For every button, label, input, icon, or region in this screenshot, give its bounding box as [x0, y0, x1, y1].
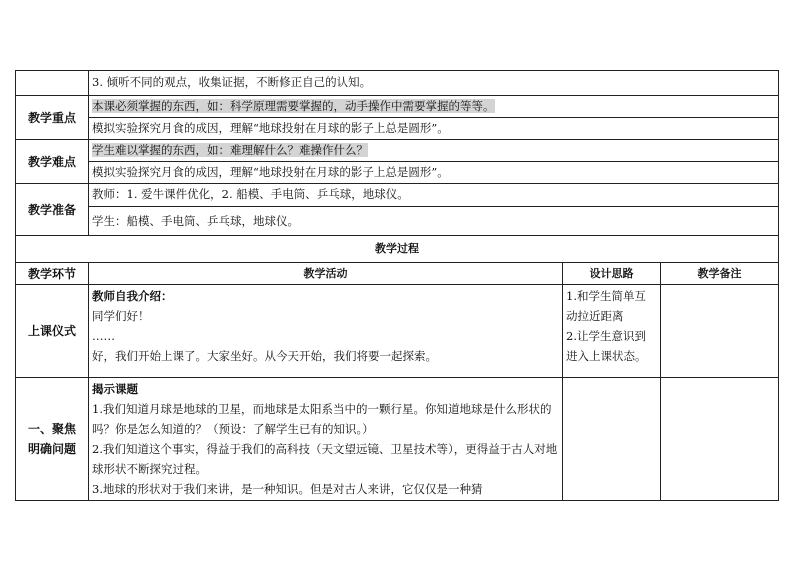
process-title: 教学过程	[16, 236, 779, 263]
section1-design-cell	[563, 378, 661, 501]
opening-row	[16, 285, 779, 378]
preparation-student: 学生：船模、手电筒、乒乓球，地球仪。	[92, 213, 299, 228]
opening-notes-cell	[661, 285, 779, 378]
preparation-student-cell	[89, 207, 779, 236]
header-stage: 教学环节	[16, 263, 89, 285]
difficulties-cell-1	[89, 140, 779, 162]
section1-label-line2: 明确问题	[27, 442, 76, 456]
opening-label: 上课仪式	[16, 285, 89, 378]
key-points-label: 教学重点	[16, 96, 89, 140]
opening-design-cell	[563, 285, 661, 378]
preparation-teacher-cell	[89, 184, 779, 207]
preparation-label: 教学准备	[16, 184, 89, 236]
key-points-hint: 本课必须掌握的东西，如：科学原理需要掌握的，动手操作中需要掌握的等等。	[92, 99, 495, 113]
preparation-teacher: 教师：1. 爱牛课件优化，2. 船模、手电筒、乒乓球，地球仪。	[92, 187, 409, 201]
opening-activity-cell	[89, 285, 563, 378]
opening-design-2: 2.让学生意识到进入上课状态。	[566, 329, 647, 363]
difficulties-cell-2	[89, 162, 779, 184]
key-points-row-2	[16, 118, 779, 140]
section1-line-3: 2.我们知道这个事实，得益于我们的高科技（天文望远镜、卫星技术等），更得益于古人对地球形状不断探究过程。	[92, 442, 558, 476]
difficulties-hint: 学生难以掌握的东西，如：难理解什么？难操作什么？	[92, 143, 368, 157]
header-design: 设计思路	[563, 263, 661, 285]
key-points-cell-2	[89, 118, 779, 140]
process-header-row	[16, 263, 779, 285]
key-points-content: 模拟实验探究月食的成因，理解“地球投射在月球的影子上总是圆形”。	[92, 121, 449, 135]
key-points-cell-1	[89, 96, 779, 118]
section1-activity-cell	[89, 378, 563, 501]
objectives-row	[16, 71, 779, 96]
opening-line-3: ……	[92, 329, 115, 343]
opening-line-4: 好，我们开始上课了。大家坐好。从今天开始，我们将要一起探索。	[92, 349, 437, 363]
objective-item-3: 3. 倾听不同的观点，收集证据，不断修正自己的认知。	[92, 75, 372, 89]
key-points-row-1	[16, 96, 779, 118]
difficulties-content: 模拟实验探究月食的成因，理解“地球投射在月球的影子上总是圆形”。	[92, 165, 449, 179]
section1-line-1: 揭示课题	[92, 382, 138, 396]
section1-notes-cell	[661, 378, 779, 501]
section1-line-2: 1.我们知道月球是地球的卫星，而地球是太阳系当中的一颗行星。你知道地球是什么形状的吗？你是怎么知道的？（预设：了解学生已有的知识。）	[92, 402, 552, 436]
section1-label-line1: 一、聚焦	[27, 422, 76, 436]
section1-row	[16, 378, 779, 501]
header-activity: 教学活动	[89, 263, 563, 285]
section1-label	[16, 378, 89, 501]
preparation-row-2	[16, 207, 779, 236]
opening-line-2: 同学们好！	[92, 309, 150, 323]
objectives-cell	[89, 71, 779, 96]
difficulties-row-2	[16, 162, 779, 184]
process-title-row	[16, 236, 779, 263]
objectives-label-cell	[16, 71, 89, 96]
opening-line-1: 教师自我介绍：	[92, 289, 173, 303]
preparation-row-1	[16, 184, 779, 207]
lesson-plan-table	[15, 70, 779, 501]
difficulties-label: 教学难点	[16, 140, 89, 184]
opening-design-1: 1.和学生简单互动拉近距离	[566, 289, 646, 323]
section1-line-4: 3.地球的形状对于我们来讲，是一种知识。但是对古人来讲，它仅仅是一种猜	[92, 482, 483, 496]
header-notes: 教学备注	[661, 263, 779, 285]
difficulties-row-1	[16, 140, 779, 162]
